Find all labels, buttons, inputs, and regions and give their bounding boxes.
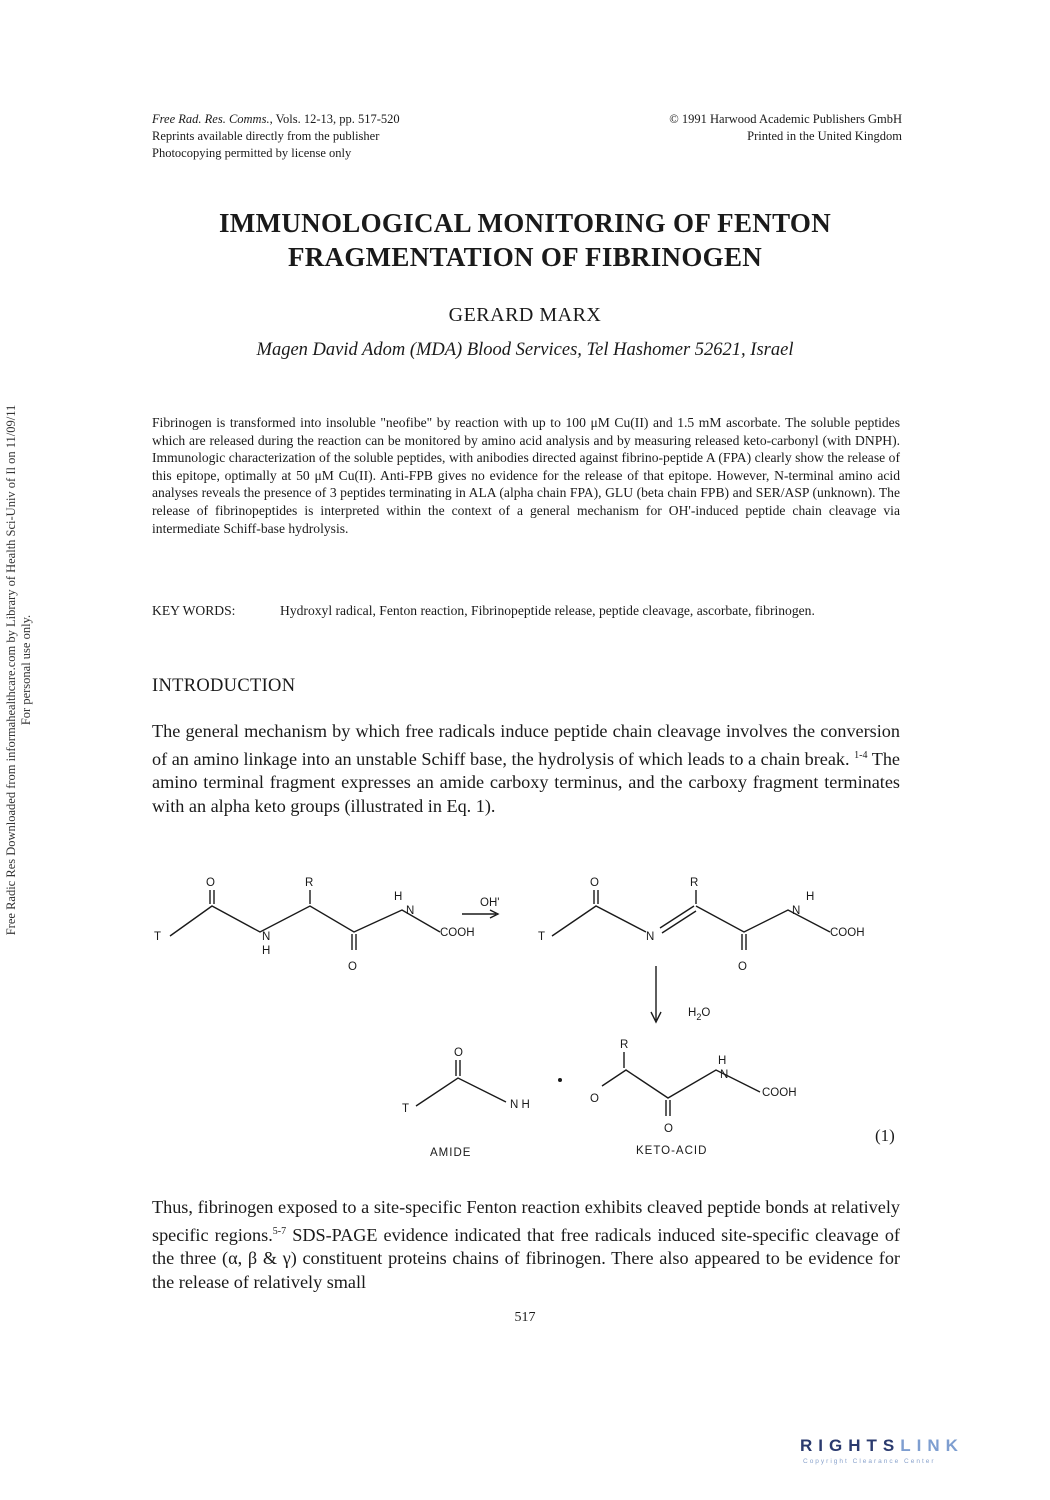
keywords-label: KEY WORDS: — [152, 603, 236, 618]
affiliation: Magen David Adom (MDA) Blood Services, Tel Hashomer 52621, Israel — [256, 340, 794, 360]
svg-text:O: O — [348, 961, 357, 973]
svg-text:T: T — [154, 931, 162, 943]
svg-text:H: H — [262, 945, 271, 957]
rightslink-subtitle: Copyright Clearance Center — [803, 1458, 936, 1465]
svg-text:O: O — [206, 877, 215, 889]
section-title: INTRODUCTION — [152, 676, 296, 696]
page-number: 517 — [514, 1310, 536, 1325]
svg-text:T: T — [402, 1103, 410, 1115]
svg-text:COOH: COOH — [440, 927, 475, 939]
journal-name: Free Rad. Res. Comms. — [152, 112, 270, 126]
svg-text:H: H — [806, 891, 815, 903]
reprints-note: Reprints available directly from the publisher — [152, 129, 380, 143]
reaction-scheme — [140, 870, 900, 1170]
amide-caption: AMIDE — [430, 1147, 472, 1159]
svg-text:O: O — [454, 1047, 463, 1059]
svg-text:OH': OH' — [480, 897, 500, 909]
paper-title: IMMUNOLOGICAL MONITORING OF FENTON FRAGMENTATION OF FIBRINOGEN — [219, 208, 831, 272]
download-note: Free Radic Res Downloaded from informahealthcare.com by Library of Health Sci-Univ of Il on 11/09/11 For personal use only. — [4, 404, 33, 936]
journal-volume: , Vols. 12-13, pp. 517-520 — [269, 112, 400, 126]
svg-text:O: O — [590, 877, 599, 889]
svg-text:H2O: $H_2O$ — [688, 1007, 711, 1022]
svg-text:N: N — [262, 931, 271, 943]
copyright-line: © 1991 Harwood Academic Publishers GmbH — [669, 112, 902, 126]
keto-acid-caption: KETO-ACID — [636, 1145, 708, 1157]
keywords-text: Hydroxyl radical, Fenton reaction, Fibrinopeptide release, peptide cleavage, ascorbate, fibrinogen. — [280, 603, 815, 618]
copyright-block — [590, 111, 902, 145]
citation-ref: 5-7 — [272, 1225, 287, 1237]
svg-text:H: H — [718, 1055, 727, 1067]
svg-text:O: O — [738, 961, 747, 973]
svg-text:COOH: COOH — [830, 927, 865, 939]
printed-line: Printed in the United Kingdom — [747, 129, 902, 143]
svg-text:T: T — [538, 931, 546, 943]
continuation-paragraph: Thus, fibrinogen exposed to a site-specific Fenton reaction exhibits cleaved peptide bonds at relatively specific regions.$^{5-7}$ SDS-PAGE evidence indicated that free radicals induced site-specific cleavage of the three (α, β & γ) constituent proteins chains of fibrinogen. There also appeared to be evidence for the release of relatively small — [152, 1197, 900, 1292]
reactant-chain — [170, 906, 440, 936]
svg-text:N H: N H — [510, 1099, 530, 1111]
svg-text:COOH: COOH — [762, 1087, 797, 1099]
journal-citation — [152, 111, 400, 162]
abstract: Fibrinogen is transformed into insoluble "neofibe" by reaction with up to 100 μM Cu(II) and 1.5 mM ascorbate. The soluble peptides which are released during the reaction can be monitored by amino acid analysis and by measuring released keto-carbonyl (with DNPH). Immunologic characterization of the soluble peptides, with anibodies directed against fibrino-peptide A (FPA) clearly show the release of this epitope, optimally at 50 μM Cu(II). Anti-FPB gives no evidence for the release of that epitope. However, N-terminal amino acid analyses reveals the presence of 3 peptides terminating in ALA (alpha chain FPA), GLU (beta chain FPB) and SER/ASP (unknown). The release of fibrinopeptides is interpreted within the context of a general mechanism for OH'-induced peptide chain cleavage via intermediate Schiff-base hydrolysis. — [152, 415, 900, 536]
author-name: GERARD MARX — [448, 304, 602, 326]
svg-text:N: N — [406, 905, 415, 917]
photocopy-note: Photocopying permitted by license only — [152, 146, 352, 160]
svg-text:R: R — [620, 1039, 629, 1051]
svg-text:O: O — [664, 1123, 673, 1135]
citation-ref: 1-4 — [854, 749, 868, 761]
svg-text:H: H — [394, 891, 403, 903]
svg-text:N: N — [720, 1069, 729, 1081]
svg-text:R: R — [305, 877, 314, 889]
equation-number: (1) — [875, 1126, 895, 1145]
svg-text:N: N — [792, 905, 801, 917]
svg-text:O: O — [590, 1093, 599, 1105]
intro-paragraph: The general mechanism by which free radicals induce peptide chain cleavage involves the conversion of an amino linkage into an unstable Schiff base, the hydrolysis of which leads to a chain break. $^{1-4}$ The amino terminal fragment expresses an amide carboxy terminus, and the carboxy fragment terminates with an alpha keto groups (illustrated in Eq. 1). — [152, 721, 901, 816]
rightslink-logo: RIGHTSLINK — [800, 1436, 964, 1455]
svg-text:R: R — [690, 877, 699, 889]
svg-text:N: N — [646, 931, 655, 943]
